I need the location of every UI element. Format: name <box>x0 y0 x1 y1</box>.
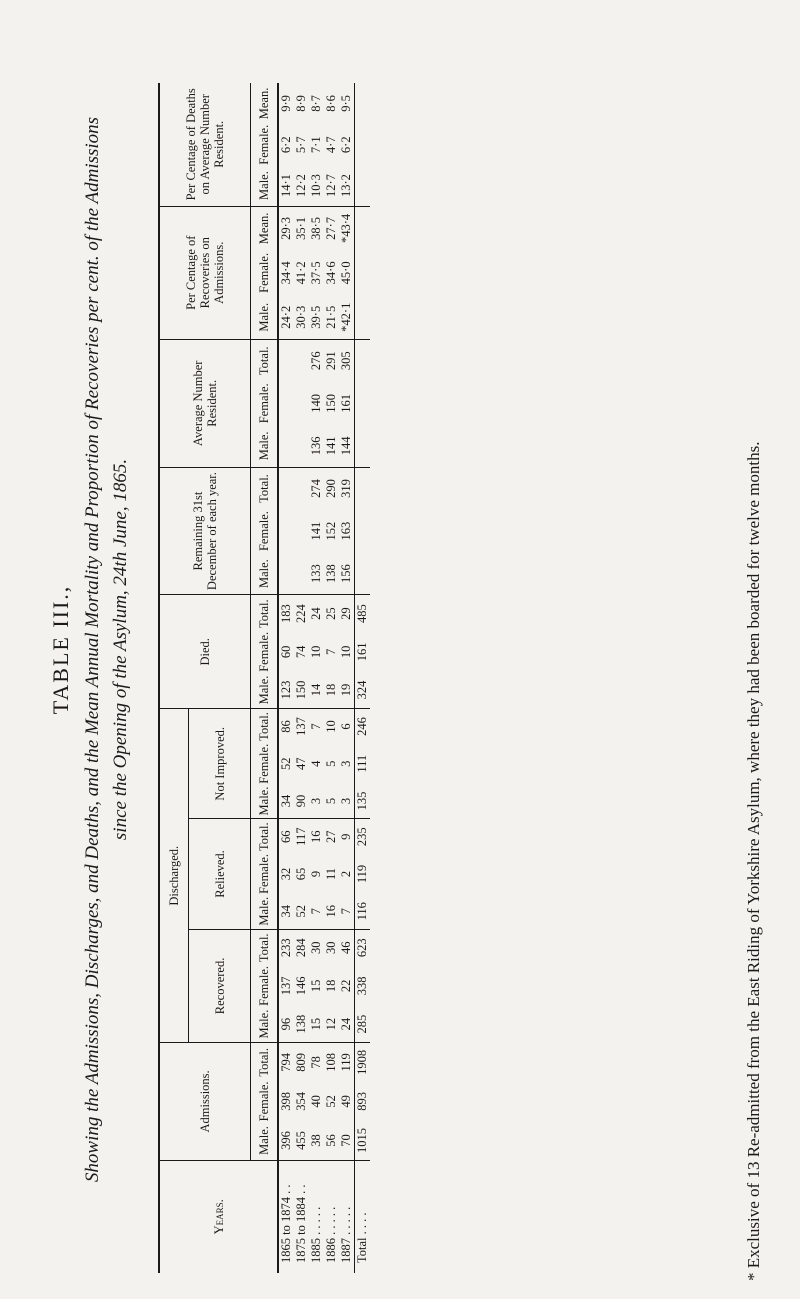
table-cell: 49 <box>339 1095 353 1108</box>
table-cell: 146 <box>294 976 308 996</box>
table-cell: *43·4 <box>339 206 355 250</box>
subheader-total: Total. <box>251 1043 279 1082</box>
footnote: * Exclusive of 13 Re-admitted from the East Riding of Yorkshire Asylum, where they had been boarded for twelve months. <box>744 441 763 1281</box>
subheader-total: Total. <box>251 709 279 744</box>
subheader-total: Total. <box>251 929 279 966</box>
table-cell <box>355 467 371 509</box>
table-cell: 24 <box>339 1017 353 1031</box>
table-cell: 893 <box>355 1081 371 1121</box>
table-cell: 34·6 <box>324 261 338 285</box>
table-cell: 141 <box>309 521 323 541</box>
table-cell: 19 <box>339 683 353 697</box>
subheader-female: Female. <box>251 854 279 894</box>
header-remaining: Remaining 31st December of each year. <box>159 467 251 595</box>
table-cell: 10·3 <box>309 174 323 198</box>
table-cell: 38·5 <box>309 206 324 250</box>
table-row <box>339 83 355 1273</box>
table-cell: 12·2 <box>294 174 308 198</box>
table-cell: 119 <box>339 1043 355 1082</box>
table-cell: 6·2 <box>279 136 293 154</box>
table-cell: 1015 <box>355 1121 371 1160</box>
table-cell: 138 <box>324 564 338 584</box>
table-cell: 86 <box>278 709 294 744</box>
table-cell: 34·4 <box>279 261 293 285</box>
table-cell: 15 <box>309 1017 323 1031</box>
subheader-male: Male. <box>251 1006 279 1043</box>
table-cell <box>355 124 371 166</box>
table-cell: 14 <box>309 683 323 697</box>
subheader-male: Male. <box>251 296 279 340</box>
table-cell: 25 <box>324 595 339 632</box>
table-cell: 16 <box>324 905 338 918</box>
row-year: 1865 to 1874 . . <box>278 1160 294 1273</box>
table-cell: 4 <box>309 760 323 767</box>
table-cell: 11 <box>324 867 338 880</box>
subheader-total: Total. <box>251 339 279 381</box>
table-cell: 15 <box>309 979 323 993</box>
table-cell: 10 <box>339 645 353 659</box>
subheader-male: Male. <box>251 553 279 595</box>
table-cell: 27·7 <box>324 206 339 250</box>
subheader-male: Male. <box>251 672 279 709</box>
table-cell <box>355 83 371 124</box>
table-cell: 30·3 <box>294 305 308 329</box>
table-cell: 152 <box>324 521 338 541</box>
table-cell: 6 <box>339 709 355 744</box>
table-cell <box>278 509 294 552</box>
table-cell: 9 <box>339 819 355 854</box>
table-cell: 123 <box>279 680 293 700</box>
table-cell: 8·9 <box>294 95 308 112</box>
table-cell: 2 <box>339 870 353 878</box>
table-cell: 5 <box>324 760 338 767</box>
table-cell: 34 <box>279 905 293 918</box>
table-cell: 8·6 <box>324 95 338 112</box>
table-cell: *42·1 <box>339 302 353 332</box>
table-cell: 46 <box>339 929 355 966</box>
table-cell: 116 <box>355 894 371 929</box>
subheader-female: Female. <box>251 124 279 166</box>
subheader-female: Female. <box>251 1081 279 1121</box>
table-row <box>324 83 339 1273</box>
table-cell: 150 <box>294 680 308 700</box>
subheader-mean: Mean. <box>251 83 279 124</box>
table-cell: 60 <box>279 645 293 659</box>
table-cell: 7 <box>309 709 324 744</box>
row-year: Total . . . . <box>355 1160 371 1273</box>
table-cell: 30 <box>324 929 339 966</box>
table-cell: 455 <box>294 1131 308 1150</box>
table-cell: 40 <box>309 1095 323 1108</box>
table-cell: 24 <box>309 595 324 632</box>
subheader-female: Female. <box>251 632 279 672</box>
table-row <box>294 83 309 1273</box>
table-cell: 398 <box>279 1092 293 1111</box>
subheader-mean: Mean. <box>251 206 279 250</box>
table-cell: 38 <box>309 1134 323 1147</box>
table-cell <box>355 553 371 595</box>
table-cell <box>294 553 309 595</box>
table-cell: 18 <box>324 979 338 993</box>
table-cell: 794 <box>278 1043 294 1082</box>
table-cell: 137 <box>294 709 309 744</box>
table-cell: 35·1 <box>294 206 309 250</box>
table-cell <box>278 382 294 425</box>
table-cell: 136 <box>309 436 323 456</box>
table-cell <box>278 425 294 467</box>
table-cell: 809 <box>294 1043 309 1082</box>
table-cell: 22 <box>339 979 353 993</box>
table-cell: 3 <box>339 760 353 767</box>
table-cell: 274 <box>309 467 324 509</box>
table-cell: 14·1 <box>279 174 293 198</box>
table-cell: 133 <box>309 564 323 584</box>
table-cell: 291 <box>324 339 339 381</box>
header-relieved: Relieved. <box>189 819 251 929</box>
table-cell: 7·1 <box>309 136 323 154</box>
table-cell: 12 <box>324 1017 338 1031</box>
table-cell: 5 <box>324 797 338 805</box>
table-row <box>309 83 324 1273</box>
table-cell: 30 <box>309 929 324 966</box>
table-cell: 96 <box>279 1017 293 1031</box>
table-cell <box>355 382 371 425</box>
table-row <box>278 83 294 1273</box>
table-cell <box>294 425 309 467</box>
table-cell: 137 <box>279 976 293 996</box>
table-cell: 7 <box>324 648 338 655</box>
table-cell: 39·5 <box>309 305 323 329</box>
table-cell: 74 <box>294 645 308 659</box>
table-cell: 41·2 <box>294 261 308 285</box>
table-cell: 119 <box>355 854 371 894</box>
header-admissions: Admissions. <box>159 1043 251 1160</box>
table-cell: 284 <box>294 929 309 966</box>
table-cell: 3 <box>339 797 353 805</box>
table-cell: 24·2 <box>279 305 293 329</box>
table-cell: 65 <box>294 867 308 881</box>
table-cell: 7 <box>339 908 353 915</box>
table-cell: 32 <box>279 867 293 881</box>
header-not-improved: Not Improved. <box>189 709 251 819</box>
table-cell: 485 <box>355 595 371 632</box>
subheader-male: Male. <box>251 894 279 929</box>
table-cell: 9·5 <box>339 95 353 112</box>
table-cell: 9 <box>309 870 323 878</box>
table-cell: 52 <box>279 757 293 771</box>
subheader-female: Female. <box>251 509 279 552</box>
table-cell: 52 <box>324 1095 338 1108</box>
table-cell: 1908 <box>355 1043 371 1082</box>
table-cell: 3 <box>309 797 323 805</box>
table-cell: 27 <box>324 819 339 854</box>
table-cell: 354 <box>294 1092 308 1111</box>
table-cell: 13·2 <box>339 174 353 198</box>
table-cell: 21·5 <box>324 305 338 329</box>
table-subtitle: Showing the Admissions, Discharges, and Deaths, and the Mean Annual Mortality and Proportion of Recoveries per cent. of the Admissions <box>82 116 103 1183</box>
table-cell: 8·7 <box>309 95 323 112</box>
table-row <box>355 83 371 1273</box>
table-cell: 70 <box>339 1134 353 1147</box>
table-cell: 5·7 <box>294 136 308 154</box>
table-cell: 34 <box>279 794 293 808</box>
table-cell: 111 <box>355 744 371 784</box>
table-cell: 16 <box>309 819 324 854</box>
subheader-total: Total. <box>251 595 279 632</box>
table-cell: 78 <box>309 1043 324 1082</box>
table-cell: 29·3 <box>278 206 294 250</box>
subheader-female: Female. <box>251 744 279 784</box>
table-cell: 290 <box>324 467 339 509</box>
table-cell: 18 <box>324 683 338 697</box>
table-cell: 276 <box>309 339 324 381</box>
subheader-female: Female. <box>251 382 279 425</box>
table-cell <box>355 250 371 295</box>
table-cell: 150 <box>324 393 338 413</box>
table-cell: 37·5 <box>309 261 323 285</box>
table-title: TABLE III., <box>48 584 73 715</box>
table-cell: 108 <box>324 1043 339 1082</box>
row-year: 1886 . . . . . <box>324 1160 339 1273</box>
table-cell <box>278 467 294 509</box>
table-cell: 163 <box>339 521 353 541</box>
table-cell: 135 <box>355 784 371 819</box>
table-cell: 156 <box>339 564 353 584</box>
table-cell <box>278 339 294 381</box>
table-cell: 224 <box>294 595 309 632</box>
subheader-female: Female. <box>251 966 279 1006</box>
table-cell: 183 <box>278 595 294 632</box>
subheader-female: Female. <box>251 250 279 295</box>
header-died: Died. <box>159 595 251 709</box>
subheader-male: Male. <box>251 425 279 467</box>
subheader-total: Total. <box>251 467 279 509</box>
table-cell: 285 <box>355 1006 371 1043</box>
header-pct-recoveries: Per Centage of Recoveries on Admissions. <box>159 206 251 339</box>
table-cell: 4·7 <box>324 136 338 154</box>
table-cell: 10 <box>324 709 339 744</box>
table-cell: 45·0 <box>339 261 353 285</box>
table-cell: 9·9 <box>279 95 293 112</box>
table-cell <box>355 339 371 381</box>
subheader-male: Male. <box>251 166 279 206</box>
row-year: 1887 . . . . . <box>339 1160 355 1273</box>
table-cell: 305 <box>339 339 355 381</box>
statistics-table <box>158 83 370 1273</box>
table-cell <box>355 509 371 552</box>
header-pct-deaths: Per Centage of Deaths on Average Number Resident. <box>184 88 226 201</box>
table-cell: 161 <box>339 393 353 413</box>
table-cell: 319 <box>339 467 355 509</box>
table-cell: 138 <box>294 1014 308 1034</box>
table-cell: 144 <box>339 436 353 456</box>
table-cell: 29 <box>339 595 355 632</box>
table-cell <box>294 382 309 425</box>
table-cell <box>294 339 309 381</box>
table-cell <box>355 425 371 467</box>
subheader-total: Total. <box>251 819 279 854</box>
table-cell: 161 <box>355 632 371 672</box>
table-cell: 246 <box>355 709 371 744</box>
table-cell: 90 <box>294 794 308 808</box>
table-cell: 10 <box>309 645 323 659</box>
table-cell: 66 <box>278 819 294 854</box>
table-cell: 12·7 <box>324 174 338 198</box>
table-cell: 52 <box>294 905 308 918</box>
table-cell: 396 <box>279 1131 293 1150</box>
subheader-male: Male. <box>251 1121 279 1160</box>
table-cell <box>355 206 371 250</box>
header-recovered: Recovered. <box>189 929 251 1043</box>
table-cell: 324 <box>355 672 371 709</box>
table-subtitle-2: since the Opening of the Asylum, 24th June, 1865. <box>110 458 131 841</box>
table-cell: 338 <box>355 966 371 1006</box>
table-cell: 141 <box>324 436 338 456</box>
table-body <box>278 83 370 1273</box>
row-year: 1875 to 1884 . . <box>294 1160 309 1273</box>
table-cell: 56 <box>324 1134 338 1147</box>
table-cell: 6·2 <box>339 136 353 154</box>
table-cell: 140 <box>309 393 323 413</box>
header-years: Years. <box>159 1160 278 1273</box>
table-cell <box>294 467 309 509</box>
table-cell <box>355 166 371 206</box>
table-cell: 623 <box>355 929 371 966</box>
row-year: 1885 . . . . . <box>309 1160 324 1273</box>
header-average: Average Number Resident. <box>159 339 251 467</box>
table-cell: 47 <box>294 757 308 771</box>
table-cell: 117 <box>294 819 309 854</box>
table-cell: 235 <box>355 819 371 854</box>
table-cell: 233 <box>278 929 294 966</box>
header-subcolumns <box>251 83 279 1273</box>
header-discharged: Discharged. <box>159 709 189 1043</box>
table-cell: 7 <box>309 908 323 915</box>
table-cell <box>278 553 294 595</box>
subheader-male: Male. <box>251 784 279 819</box>
table-cell <box>355 296 371 340</box>
table-cell <box>294 509 309 552</box>
